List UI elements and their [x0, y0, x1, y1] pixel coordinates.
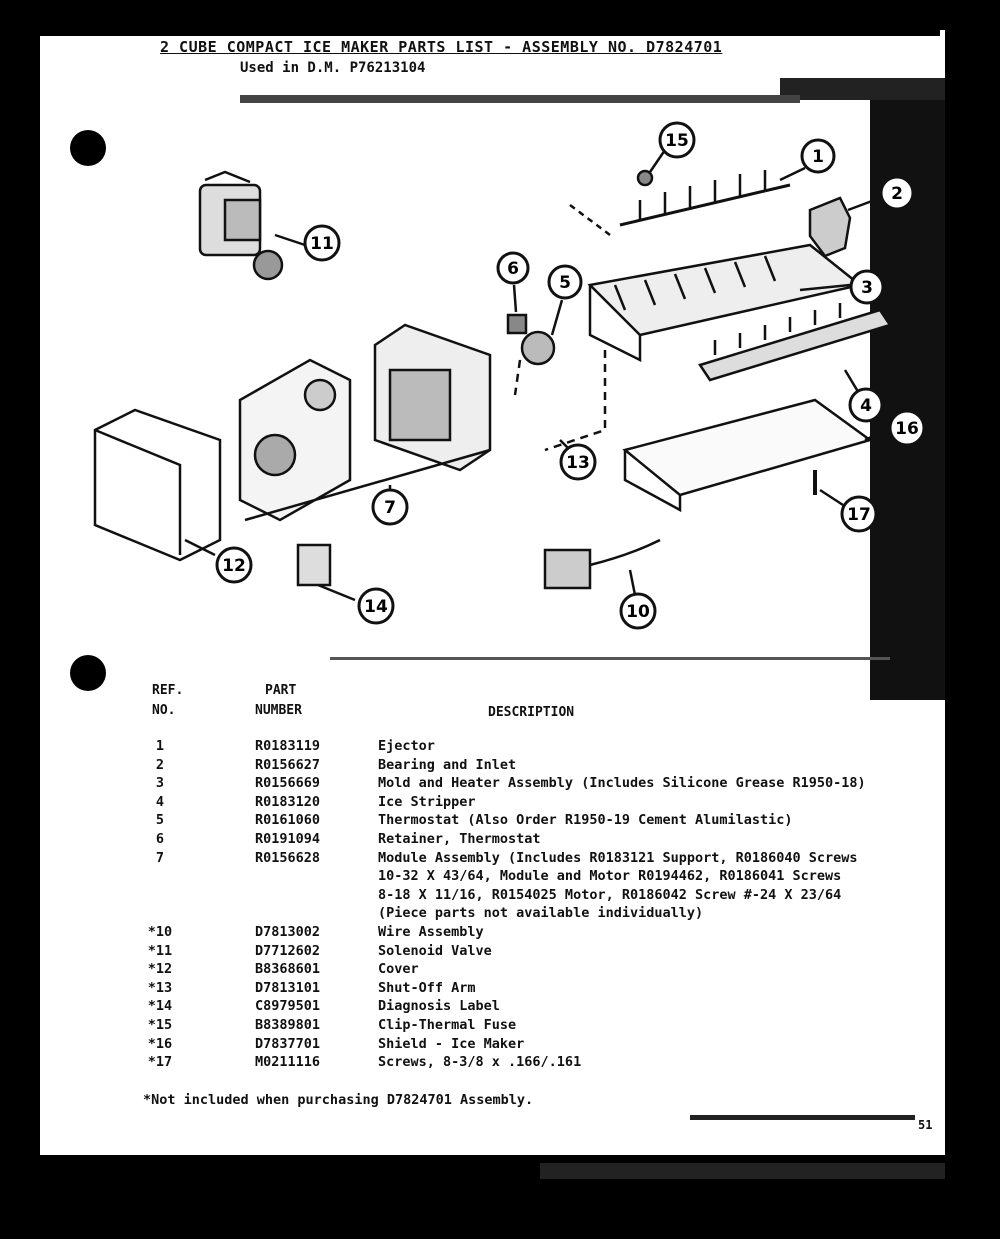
ref-cell: *10	[147, 923, 173, 940]
header-description: DESCRIPTION	[488, 705, 575, 720]
callout-13	[561, 445, 595, 479]
table-row	[135, 774, 945, 793]
callout-7	[373, 490, 407, 524]
description-cell: 8-18 X 11/16, R0154025 Motor, R0186042 Screw #-24 X 23/64	[378, 886, 842, 903]
shut-off-arm-drawing	[515, 350, 605, 455]
description-cell: Ejector	[378, 738, 435, 754]
header-part-2: NUMBER	[255, 703, 302, 718]
table-row	[135, 942, 945, 961]
part-number-cell: D7712602	[255, 942, 321, 959]
ref-cell: *17	[147, 1054, 173, 1071]
table-row	[135, 960, 945, 979]
table-row	[135, 923, 945, 942]
table-row	[135, 1053, 945, 1072]
callout-10	[621, 594, 655, 628]
description-cell: Shield - Ice Maker	[378, 1035, 525, 1052]
diagnosis-label-drawing	[298, 545, 355, 600]
table-row	[135, 793, 945, 812]
description-cell: (Piece parts not available individually)	[378, 905, 704, 922]
part-number-cell: M0211116	[255, 1054, 321, 1071]
table-row	[135, 737, 945, 756]
svg-text:12: 12	[222, 556, 246, 576]
table-row	[135, 979, 945, 998]
table-row	[135, 830, 945, 849]
table-row	[135, 886, 945, 905]
part-number-cell: B8368601	[255, 961, 321, 978]
ref-cell: 3	[155, 775, 165, 792]
header-ref-1: REF.	[152, 683, 184, 698]
ref-cell: *12	[147, 961, 173, 978]
ref-cell: *13	[147, 979, 173, 996]
wire-assembly-drawing	[545, 540, 660, 595]
description-cell: Shut-Off Arm	[378, 979, 476, 996]
svg-text:5: 5	[559, 273, 571, 293]
parts-table	[135, 737, 945, 1072]
part-number-cell: R0183120	[255, 793, 321, 810]
part-number-cell: R0156627	[255, 756, 321, 773]
svg-text:6: 6	[507, 259, 519, 279]
table-row	[135, 997, 945, 1016]
table-row	[135, 1016, 945, 1035]
bearing-drawing	[810, 198, 880, 256]
svg-text:14: 14	[364, 597, 388, 617]
description-cell: Module Assembly (Includes R0183121 Support, R0186040 Screws	[378, 849, 858, 866]
table-row	[135, 756, 945, 775]
svg-text:3: 3	[861, 278, 873, 298]
ref-cell: *11	[147, 942, 173, 959]
ref-cell: 1	[155, 738, 165, 754]
footnote: *Not included when purchasing D7824701 Assembly.	[143, 1092, 534, 1108]
description-cell: Diagnosis Label	[378, 998, 500, 1015]
page-subtitle: Used in D.M. P76213104	[240, 60, 426, 76]
callout-4	[850, 389, 882, 421]
callout-3	[851, 271, 883, 303]
part-number-cell: B8389801	[255, 1016, 321, 1033]
callout-15	[660, 123, 694, 157]
svg-text:2: 2	[891, 184, 903, 204]
description-cell: Clip-Thermal Fuse	[378, 1016, 517, 1033]
ice-stripper-drawing	[700, 303, 890, 395]
callout-5	[549, 266, 581, 298]
svg-text:10: 10	[626, 602, 650, 622]
description-cell: Solenoid Valve	[378, 942, 492, 959]
callout-17	[842, 497, 876, 531]
table-row	[135, 849, 945, 868]
svg-text:16: 16	[895, 419, 919, 439]
table-row	[135, 1035, 945, 1054]
description-cell: Retainer, Thermostat	[378, 830, 541, 847]
ref-cell: *15	[147, 1016, 173, 1033]
scan-noise	[690, 1115, 915, 1120]
ref-cell: *16	[147, 1035, 173, 1052]
svg-text:4: 4	[860, 396, 872, 416]
part-number-cell: R0191094	[255, 830, 321, 847]
part-number-cell: D7837701	[255, 1035, 321, 1052]
ref-cell: *14	[147, 998, 173, 1015]
description-cell: Thermostat (Also Order R1950-19 Cement Alumilastic)	[378, 812, 793, 829]
module-drawing	[240, 325, 490, 520]
svg-text:7: 7	[384, 498, 396, 518]
shield-drawing	[625, 400, 890, 510]
description-cell: Mold and Heater Assembly (Includes Silicone Grease R1950-18)	[378, 775, 866, 792]
callout-1	[802, 140, 834, 172]
callout-11	[305, 226, 339, 260]
description-cell: Ice Stripper	[378, 793, 476, 810]
solenoid-valve-drawing	[200, 172, 305, 279]
table-row	[135, 867, 945, 886]
svg-text:13: 13	[566, 453, 590, 473]
part-number-cell: R0156628	[255, 849, 321, 866]
part-number-cell: R0161060	[255, 812, 321, 829]
table-row	[135, 904, 945, 923]
callout-2	[881, 177, 913, 209]
svg-text:1: 1	[812, 147, 824, 167]
ref-cell: 7	[155, 849, 165, 866]
part-number-cell: C8979501	[255, 998, 321, 1015]
svg-text:11: 11	[310, 234, 334, 254]
page-title: 2 CUBE COMPACT ICE MAKER PARTS LIST - ASSEMBLY NO. D7824701	[160, 38, 723, 56]
callout-16	[890, 411, 924, 445]
thermostat-drawing	[508, 285, 562, 364]
header-part-1: PART	[265, 683, 297, 698]
description-cell: Bearing and Inlet	[378, 756, 517, 773]
header-ref-2: NO.	[152, 703, 176, 718]
description-cell: Cover	[378, 961, 419, 978]
part-number-cell: R0156669	[255, 775, 321, 792]
callout-12	[217, 548, 251, 582]
ref-cell: 4	[155, 793, 165, 810]
description-cell: 10-32 X 43/64, Module and Motor R0194462, R0186041 Screws	[378, 868, 842, 885]
ref-cell: 6	[155, 830, 165, 847]
svg-text:15: 15	[665, 131, 689, 151]
ejector-drawing	[570, 168, 805, 235]
callout-6	[498, 253, 528, 283]
scan-noise	[540, 1163, 945, 1179]
description-cell: Screws, 8-3/8 x .166/.161	[378, 1054, 582, 1071]
part-number-cell: D7813002	[255, 923, 321, 940]
part-number-cell: R0183119	[255, 738, 321, 754]
screw-drawing	[815, 470, 843, 505]
callout-14	[359, 589, 393, 623]
page-number: 51	[918, 1118, 933, 1132]
table-row	[135, 811, 945, 830]
ref-cell: 5	[155, 812, 165, 829]
cover-drawing	[95, 410, 220, 560]
ref-cell: 2	[155, 756, 165, 773]
clip-drawing	[638, 150, 665, 185]
svg-text:17: 17	[847, 505, 871, 525]
description-cell: Wire Assembly	[378, 923, 484, 940]
part-number-cell: D7813101	[255, 979, 321, 996]
